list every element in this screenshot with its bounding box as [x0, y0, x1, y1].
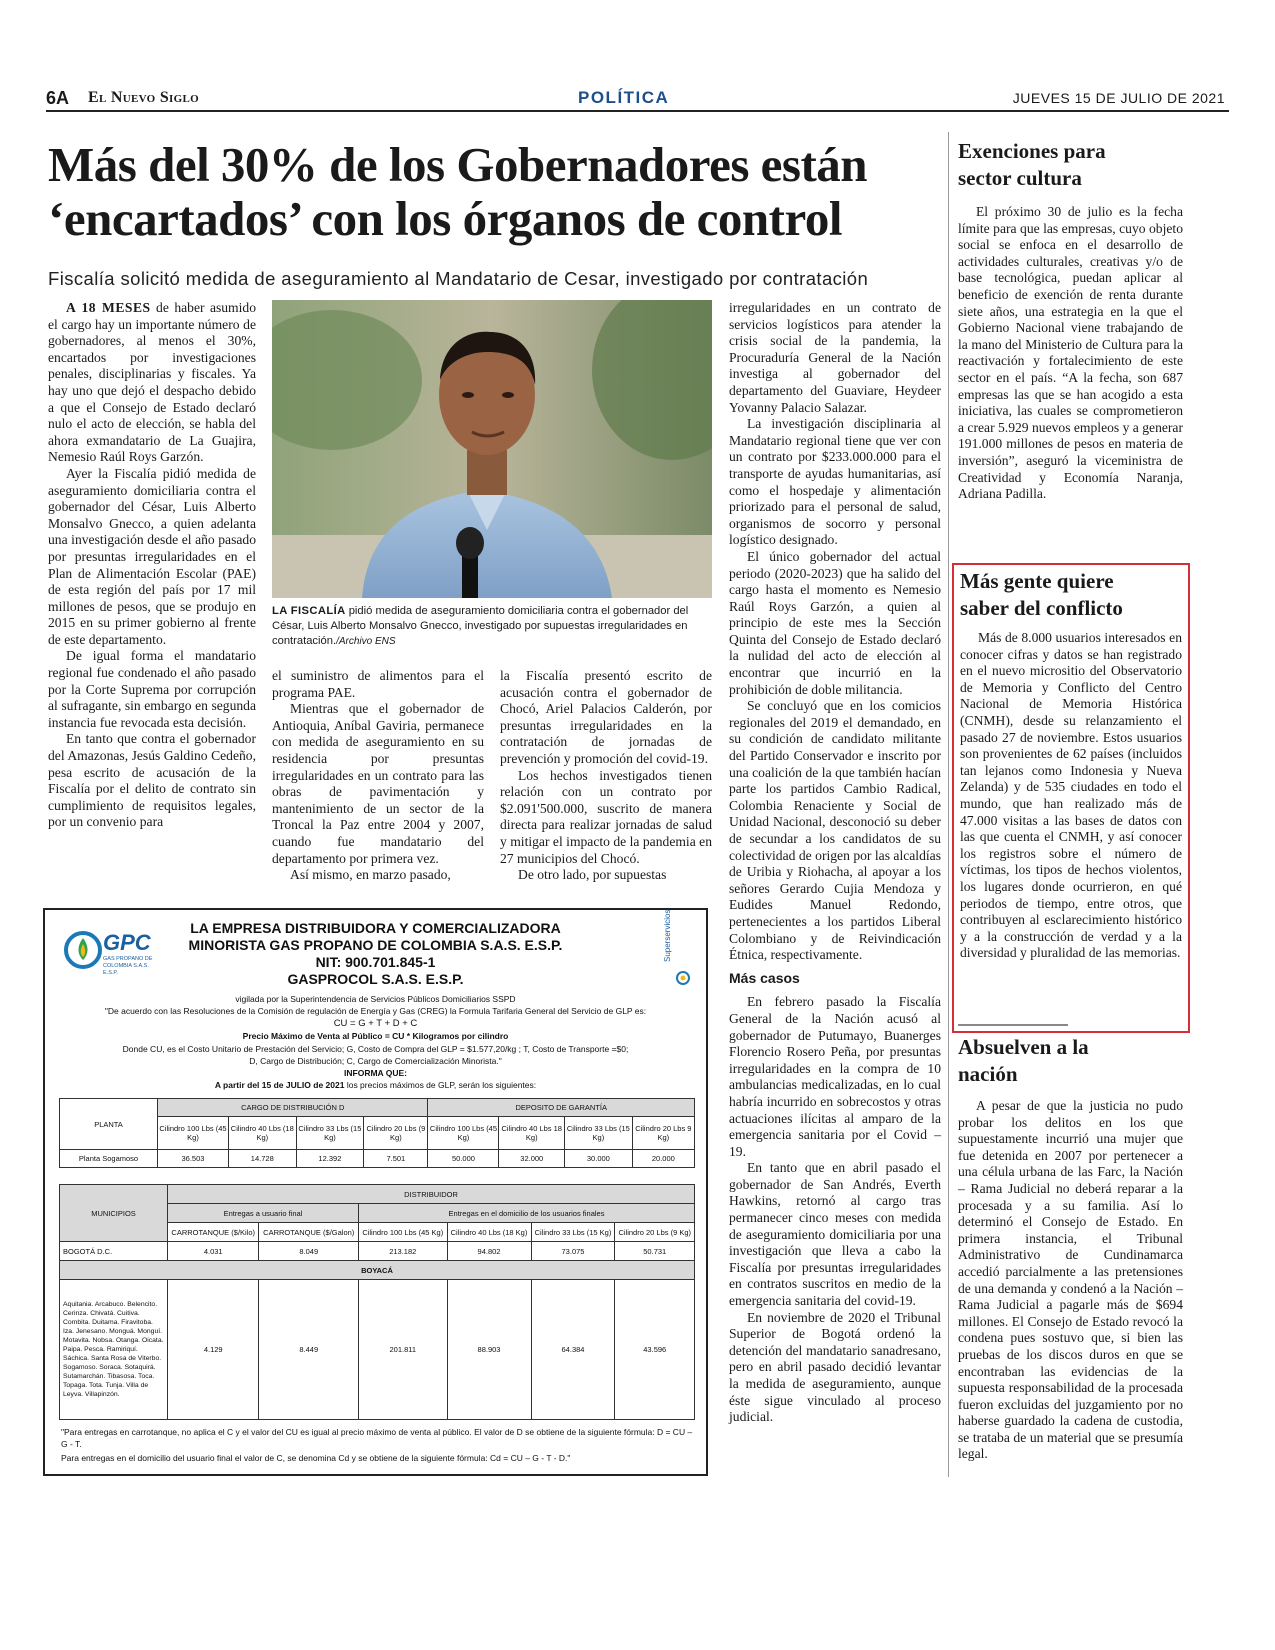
region-header: BOYACÁ [60, 1261, 695, 1280]
brief-title: Absuelven a la nación [958, 1035, 1089, 1086]
page-number: 6A [46, 88, 70, 108]
paragraph: La investigación disciplinaria al Mandatario regional tiene que ver con un contrato por $233.000.000 para el transporte de ayudas humanitarias, así como el hospedaje y alimentación priorizado para el personal de salud, organismos de socorro y personal logístico designado. [729, 416, 941, 548]
paragraph: De otro lado, por supuestas [518, 867, 667, 883]
ad-line-text: los precios máximos de GLP, serán los siguientes: [344, 1080, 537, 1090]
table-cell: 50.731 [615, 1242, 695, 1261]
table-cell: 201.811 [359, 1280, 448, 1420]
table-cell: 94.802 [447, 1242, 531, 1261]
governor-photo [272, 300, 712, 598]
table-header: Cilindro 33 Lbs (15 Kg) [565, 1116, 633, 1150]
table-header: MUNICIPIOS [60, 1185, 168, 1242]
article-column-1 [48, 300, 256, 831]
table-header: CARROTANQUE ($/Kilo) [168, 1223, 259, 1242]
table-cell: 7.501 [364, 1150, 428, 1168]
paragraph: En tanto que en abril pasado el gobernador de San Andrés, Everth Hawkins, retornó al cargo tras permanecer cinco meses con medida de aseguramiento domiciliaria por una investigación que lleva a cabo la Fiscalía por presuntas irregularidades en contratos suscritos en medio de la emergencia sanitaria del covid-19. [729, 1160, 941, 1309]
section-name: POLÍTICA [578, 88, 670, 107]
table-cell: 64.384 [531, 1280, 615, 1420]
sidebar-brief-nation [958, 1034, 1183, 1463]
table-header: DISTRIBUIDOR [168, 1185, 695, 1204]
ad-footnote: "Para entregas en carrotanque, no aplica el C y el valor del CU es igual al precio máximo de venta al público. El valor de D se obtiene de la siguiente fórmula: D = CU – G - T. [61, 1427, 693, 1449]
ad-line: vigilada por la Superintendencia de Servicios Públicos Domiciliarios SSPD [235, 994, 516, 1004]
ad-footnote: Para entregas en el domicilio del usuario final el valor de C, se denomina Cd y se obtiene de la siguiente fórmula: Cd = CU – G - T - D." [61, 1453, 571, 1463]
paragraph: Así mismo, en marzo pasado, [290, 867, 451, 883]
table-header: Cilindro 33 Lbs (15 Kg) [296, 1116, 364, 1150]
table-header: Entregas a usuario final [168, 1204, 359, 1223]
paragraph: irregularidades en un contrato de servicios logísticos para atender la crisis social de la pandemia, la Procuraduría General de la Nación investiga al gobernador del departamento del Guaviare, Heydeer Yovanny Palacio Salazar. [729, 300, 941, 415]
photo-illustration [272, 300, 712, 598]
issue-date: JUEVES 15 DE JULIO DE 2021 [1012, 90, 1225, 106]
table-header: Cilindro 40 Lbs 18 Kg) [499, 1116, 565, 1150]
paragraph: Se concluyó que en los comicios regionales del 2019 el demandado, en su condición de candidato militante del Partido Conservador e inscrito por una coalición de la que también hacían parte los partidos Cambio Radical, Colombia Renaciente y Social de Unidad Nacional, desconoció su deber de secundar a los candidatos de su colectividad de origen por las alcaldías de Uribia y Riohacha, al apoyar a los señores Gerardo Cujia Mendoza y Eudides Manuel Redondo, pertenecientes a los partidos Liberal Colombiano y de Reivindicación Étnica, respectivamente. [729, 698, 941, 963]
table-cell: 20.000 [632, 1150, 694, 1168]
municipal-price-table [59, 1184, 695, 1420]
paragraph: En tanto que contra el gobernador del Amazonas, Jesús Galdino Cedeño, pesa escrito de acusación de la Fiscalía por el delito de contrato sin cumplimiento de requisitos legales, por un convenio para [48, 731, 256, 830]
table-cell: Aquitania. Arcabuco. Belencito. Cerinza. Chivatá. Cuitiva. Combita. Duitama. Firavitoba. Iza. Jenesano. Monguá. Monguí. Motavita. Nobsa. Otanga. Oicata. Paipa. Pesca. Ramiriquí. Sáchica. Santa Rosa de Viterbo. Sogamoso. Soraca. Sotaquirá. Sutamarchán. Tibasosa. Toca. Topaga. Tota. Tunja. Villa de Leyva. Villapinzón. [60, 1280, 168, 1420]
ad-line: Precio Máximo de Venta al Público = CU * Kilogramos por cilindro [242, 1031, 509, 1041]
ad-nit: NIT: 900.701.845-1 [315, 954, 436, 970]
paragraph: El único gobernador del actual periodo (2020-2023) que ha salido del cargo hasta el momento es Nemesio Raúl Roys Garzón, a quien al principio de este mes la Sección Quinta del Consejo de Estado declaró la nulidad del acto de elección al encontrar que incurrió en la prohibición de doble militancia. [729, 548, 941, 697]
sidebar-brief-conflict [960, 568, 1182, 962]
sidebar-brief-culture [958, 138, 1183, 503]
section-subhead: Más casos [729, 969, 800, 986]
table-header: Cilindro 40 Lbs (18 Kg) [228, 1116, 296, 1150]
caption-text: pidió medida de aseguramiento domiciliaria contra el gobernador del César, Luis Alberto Monsalvo Gnecco, investigado por supuestas irregularidades en contratación. [272, 605, 689, 647]
header-rule [46, 110, 1229, 112]
table-cell: 4.129 [168, 1280, 259, 1420]
table-row [60, 1242, 695, 1261]
logo-subtext: GAS PROPANO DE COLOMBIA S.A.S. E.S.P. [103, 956, 153, 976]
regulator-mark: Superservicios [663, 909, 672, 962]
table-row [60, 1280, 695, 1420]
table-cell: 30.000 [565, 1150, 633, 1168]
logo-text: GPC [103, 930, 151, 955]
table-cell: BOGOTÁ D.C. [60, 1242, 168, 1261]
paragraph: Los hechos investigados tienen relación con un contrato por $2.091'500.000, suscrito de manera directa para realizar jornadas de salud y mitigar el impacto de la pandemia en 27 municipios del Chocó. [500, 767, 712, 866]
table-header: Cilindro 100 Lbs (45 Kg) [158, 1116, 229, 1150]
table-cell: 8.449 [259, 1280, 359, 1420]
paragraph: El próximo 30 de julio es la fecha límite para que las empresas, cuyo objeto social se enfoca en el desarrollo de actividades culturales, creativas y/o de base tecnológica, puedan aplicar al beneficio de exención de renta durante siete años, una estrategia en la que el Gobierno Nacional viene trabajando de la mano del Ministerio de Cultura para la reactivación y fortalecimiento de este sector en el país. “A la fecha, son 687 empresas las que se han acogido a esta iniciativa, las cuales se comprometieron a crear 5.929 nuevos empleos y a generar 191.000 millones de pesos en materia de inversión”, aseguró la viceministra de Creatividad y Economía Naranja, Adriana Padilla. [958, 204, 1183, 502]
newspaper-brand: El Nuevo Siglo [88, 89, 199, 106]
effective-date: A partir del 15 de JULIO de 2021 [214, 1080, 345, 1090]
ad-title-1: LA EMPRESA DISTRIBUIDORA Y COMERCIALIZADORA [190, 920, 561, 936]
table-header: Cilindro 40 Lbs (18 Kg) [447, 1223, 531, 1242]
distribution-charge-table [59, 1098, 695, 1168]
ad-line: Donde CU, es el Costo Unitario de Prestación del Servicio; G, Costo de Compra del GLP = $1.577,20/kg ; T, Costo de Transporte =$0; [122, 1044, 629, 1054]
brief-title: Exenciones para sector cultura [958, 139, 1106, 190]
table-cell: 12.392 [296, 1150, 364, 1168]
table-cell: 88.903 [447, 1280, 531, 1420]
table-header: CARROTANQUE ($/Galon) [259, 1223, 359, 1242]
caption-lead: LA FISCALÍA [272, 605, 346, 617]
table-cell: 43.596 [615, 1280, 695, 1420]
table-header: Entregas en el domicilio de los usuarios finales [359, 1204, 695, 1223]
headline-line-2: ‘encartados’ con los órganos de control [48, 191, 842, 246]
ad-company: GASPROCOL S.A.S. E.S.P. [287, 971, 464, 987]
table-header: Cilindro 100 Lbs (45 Kg) [359, 1223, 448, 1242]
ad-line: "De acuerdo con las Resoluciones de la Comisión de regulación de Energía y Gas (CREG) la Formula Tarifaria General del Servicio de GLP es: [104, 1006, 647, 1016]
table-cell: Planta Sogamoso [60, 1150, 158, 1168]
table-cell: 4.031 [168, 1242, 259, 1261]
sidebar-divider [948, 132, 949, 1477]
paragraph: En noviembre de 2020 el Tribunal Superior de Bogotá ordenó la detención del mandatario sanadresano, pero en abril pasado decidió levantar la medida de aseguramiento, aunque éste sigue vinculado al proceso judicial. [729, 1309, 941, 1425]
table-row [60, 1150, 695, 1168]
table-cell: 14.728 [228, 1150, 296, 1168]
paragraph: Mientras que el gobernador de Antioquia, Aníbal Gaviria, permanece con medida de aseguramiento en su residencia por presuntas irregularidades en un contrato para las obras de pavimentación y mantenimiento de un sector de la Troncal la Paz entre 2004 y 2007, cuando fue mandatario del departamento por primera vez. [272, 701, 484, 866]
table-header: Cilindro 20 Lbs (9 Kg) [615, 1223, 695, 1242]
table-cell: 8.049 [259, 1242, 359, 1261]
article-column-2 [272, 668, 484, 884]
article-column-3 [500, 668, 712, 884]
brief-title: Más gente quiere saber del conflicto [960, 569, 1123, 620]
paragraph: A pesar de que la justicia no pudo probar los delitos en los que supuestamente incurrió una mujer que fue detenida en 2007 por pertenecer a una célula urbana de las Farc, la Nación – Rama Judicial no deberá reparar a la procesada y a su familia. Así lo determinó el Consejo de Estado. En primera instancia, el Tribunal Administrativo de Cundinamarca accedió parcialmente a las pretensiones de una demanda y condenó a la Nación – Rama Judicial a pagarle más de $694 millones. El Consejo de Estado revocó la condena pues sostuvo que, si bien las pruebas de los discos duros en que se encontraban las evidencias de la supuesta responsabilidad de la procesada fueron excluidas del juzgamiento por no haberse guardado la cadena de custodia, se trataba de un material que se presumía legal. [958, 1098, 1183, 1462]
caption-credit: /Archivo ENS [336, 636, 396, 647]
paragraph: de haber asumido el cargo hay un importante número de gobernadores, al menos el 30%, encartados por investigaciones penales, disciplinarias y fiscales. Ya hay uno que dejó el despacho debido a que el Consejo de Estado declaró nulo el acto de elección, se habla del ahora exmandatario de La Guajira, Nemesio Raúl Roys Garzón. [48, 300, 257, 465]
table-cell: 36.503 [158, 1150, 229, 1168]
brief-rule [958, 1024, 1068, 1026]
table-cell: 32.000 [499, 1150, 565, 1168]
table-header: Cilindro 20 Lbs (9 Kg) [364, 1116, 428, 1150]
table-header: Cilindro 33 Lbs (15 Kg) [531, 1223, 615, 1242]
headline [48, 138, 978, 246]
ad-line: D, Cargo de Distribución; C, Cargo de Comercialización Minorista." [249, 1056, 502, 1066]
lead-in: A 18 MESES [66, 300, 151, 315]
table-header: Cilindro 20 Lbs 9 Kg) [632, 1116, 694, 1150]
paragraph: el suministro de alimentos para el programa PAE. [272, 668, 484, 700]
table-header: CARGO DE DISTRIBUCIÓN D [158, 1099, 428, 1117]
brief-body [958, 1098, 1183, 1463]
table-cell: 73.075 [531, 1242, 615, 1261]
headline-line-1: Más del 30% de los Gobernadores están [48, 137, 868, 192]
article-column-4 [729, 300, 941, 1426]
brief-body [960, 630, 1182, 962]
ad-title-2: MINORISTA GAS PROPANO DE COLOMBIA S.A.S. E.S.P. [188, 937, 563, 953]
subheadline: Fiscalía solicitó medida de aseguramiento al Mandatario de Cesar, investigado por contratación [48, 268, 869, 289]
ad-formula: CU = G + T + D + C [333, 1018, 418, 1029]
table-header: DEPOSITO DE GARANTÍA [428, 1099, 695, 1117]
table-cell: 213.182 [359, 1242, 448, 1261]
paragraph: Ayer la Fiscalía pidió medida de aseguramiento domiciliaria contra el gobernador del César, Luis Alberto Monsalvo Gnecco, a quien adelanta una investigación desde el año pasado por presuntas irregularidades en el Plan de Alimentación Escolar (PAE) de esta región del país por 17 mil millones de pesos, que se produjo en 2015 en su primer gobierno al frente de este departamento. [48, 465, 256, 647]
photo-caption [272, 604, 712, 649]
gas-price-notice-ad [43, 908, 708, 1476]
table-header: PLANTA [60, 1099, 158, 1150]
table-header: Cilindro 100 Lbs (45 Kg) [428, 1116, 499, 1150]
table-cell: 50.000 [428, 1150, 499, 1168]
ad-line: INFORMA QUE: [344, 1068, 407, 1078]
ad-line [45, 1080, 706, 1090]
paragraph: Más de 8.000 usuarios interesados en conocer cifras y datos se han registrado en el nuevo micrositio del Observatorio de Memoria y Conflicto del Centro Nacional de Memoria Histórica (CNMH), desde su relanzamiento el pasado 27 de noviembre. Estos usuarios son provenientes de 62 países (incluidos tan lejanos como Indonesia y Nueva Zelanda) y de 535 ciudades en todo el mundo, que han realizado más de 47.000 visitas a las bases de datos con las que cuenta el CNMH, y así conocer los registros sobre el número de víctimas, los tipos de hechos violentos, los lugares donde ocurrieron, en qué periodos de tiempo, entre otros, que contribuyen al esclarecimiento histórico y a la construcción de verdad y a la diversidad y pluralidad de las memorias. [960, 630, 1182, 961]
paragraph: En febrero pasado la Fiscalía General de la Nación acusó al gobernador de Putumayo, Buanerges Florencio Rosero Peña, por presuntas irregularidades en la compra de 10 ambulancias medicalizadas, en lo cual habría incurrido en sobrecostos y otras actuaciones ilícitas al amparo de la emergencia sanitaria por el Covid – 19. [729, 994, 941, 1159]
paragraph: la Fiscalía presentó escrito de acusación contra el gobernador de Chocó, Ariel Palacios Calderón, por presuntas irregularidades en la contratación de jornadas de prevención y promoción del covid-19. [500, 668, 712, 766]
paragraph: De igual forma el mandatario regional fue condenado el año pasado por la Corte Suprema por corrupción al sufragante, sin embargo en segunda instancia fue revocada esta decisión. [48, 648, 256, 730]
brief-body [958, 204, 1183, 503]
